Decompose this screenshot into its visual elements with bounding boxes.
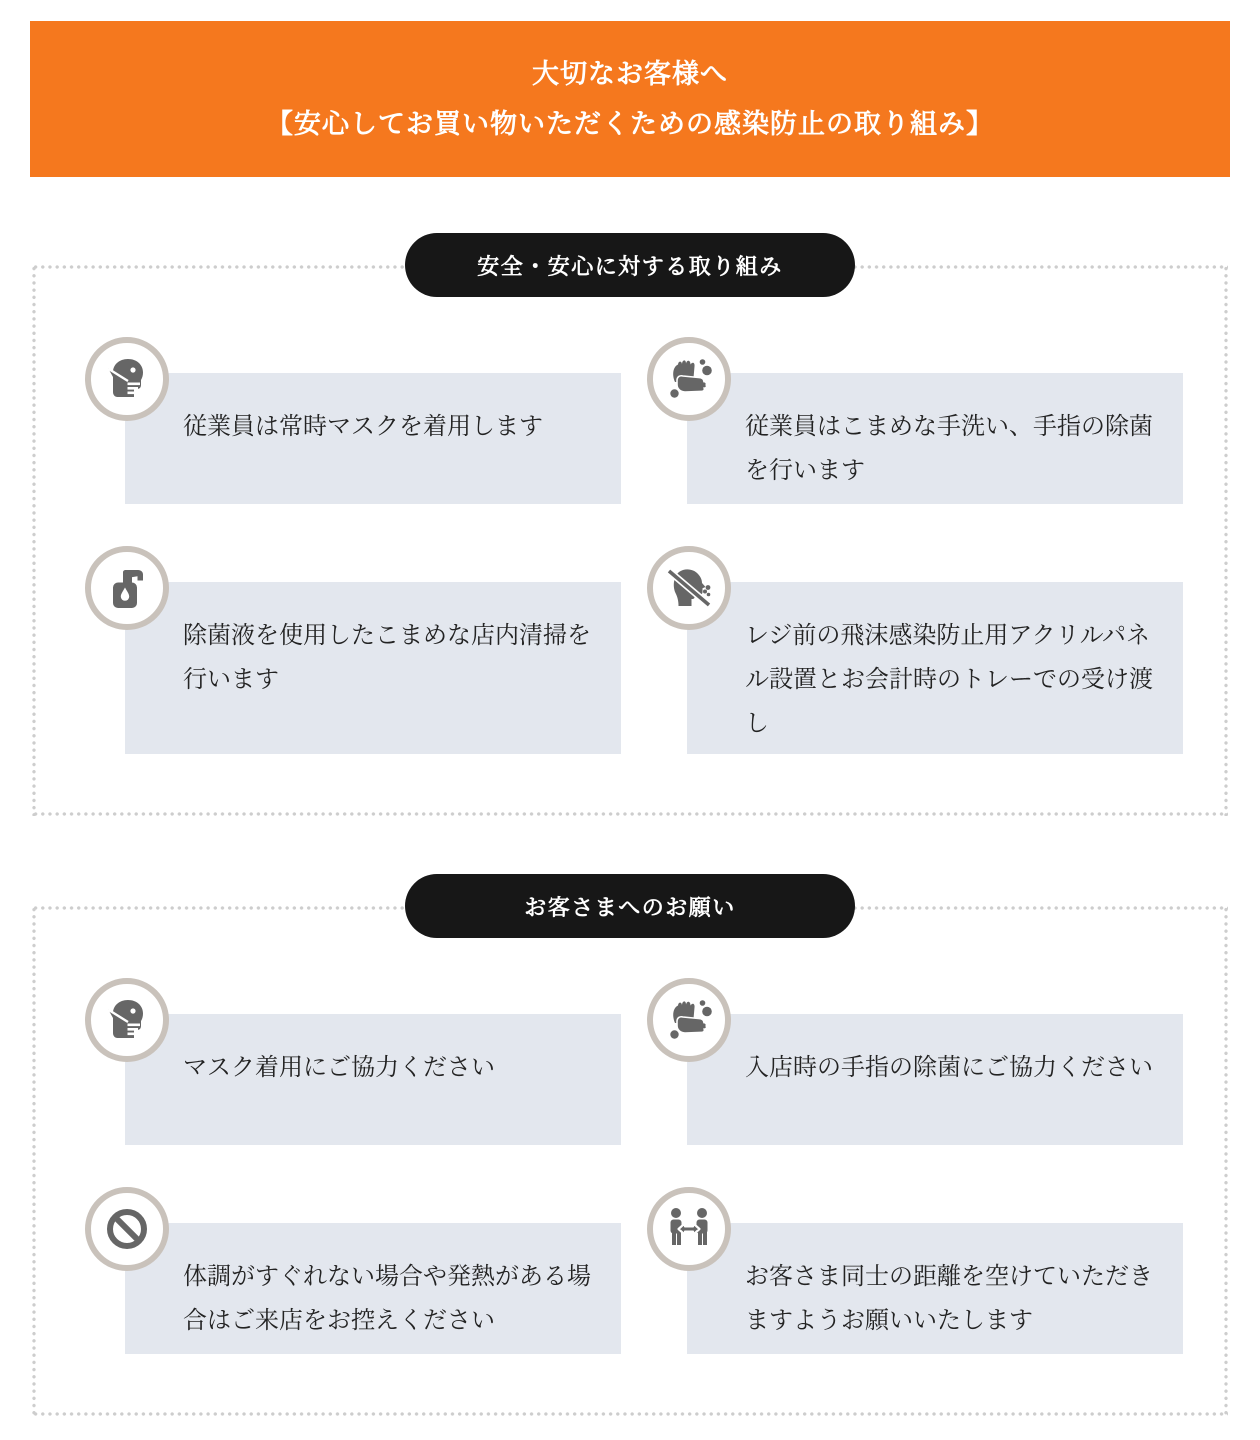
measure-item	[85, 337, 621, 504]
header-subtitle: 【安心してお買い物いただくための感染防止の取り組み】	[266, 108, 994, 139]
measure-text: 従業員はこまめな手洗い、手指の除菌を行います	[687, 373, 1183, 504]
section-title-pill: 安全・安心に対する取り組み	[405, 233, 855, 297]
mask-face-icon	[85, 337, 169, 421]
measure-item	[85, 978, 621, 1145]
measure-item	[647, 978, 1183, 1145]
hand-washing-icon	[647, 337, 731, 421]
section-title-pill: お客さまへのお願い	[405, 874, 855, 938]
no-entry-icon	[85, 1187, 169, 1271]
measure-text: 入店時の手指の除菌にご協力ください	[687, 1014, 1183, 1145]
measure-text: 除菌液を使用したこまめな店内清掃を行います	[125, 582, 621, 754]
social-distance-icon	[647, 1187, 731, 1271]
no-droplets-icon	[647, 546, 731, 630]
section-customer-requests	[32, 894, 1228, 1416]
item-grid	[85, 978, 1183, 1354]
measure-text: マスク着用にご協力ください	[125, 1014, 621, 1145]
measure-item	[647, 337, 1183, 504]
measure-item	[85, 546, 621, 754]
measure-text: お客さま同士の距離を空けていただきますようお願いいたします	[687, 1223, 1183, 1354]
measure-text: レジ前の飛沫感染防止用アクリルパネル設置とお会計時のトレーでの受け渡し	[687, 582, 1183, 754]
measure-item	[647, 1187, 1183, 1354]
measure-text: 体調がすぐれない場合や発熱がある場合はご来店をお控えください	[125, 1223, 621, 1354]
header-title: 大切なお客様へ	[532, 58, 728, 89]
measure-item	[85, 1187, 621, 1354]
hand-washing-icon	[647, 978, 731, 1062]
measure-item	[647, 546, 1183, 754]
measure-text: 従業員は常時マスクを着用します	[125, 373, 621, 504]
sanitizer-bottle-icon	[85, 546, 169, 630]
section-safety-measures	[32, 253, 1228, 816]
mask-face-icon	[85, 978, 169, 1062]
header-banner	[30, 21, 1230, 177]
item-grid	[85, 337, 1183, 754]
